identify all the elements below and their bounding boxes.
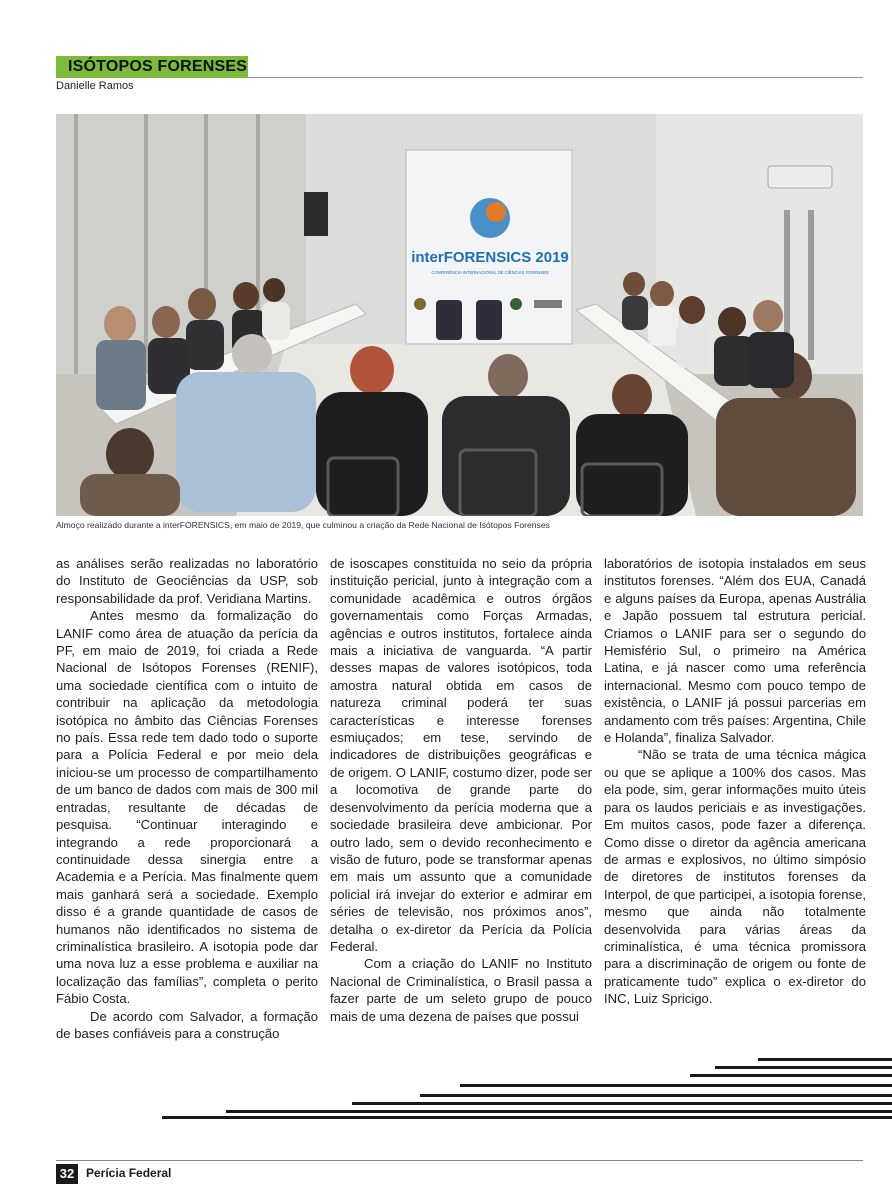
header-rule (248, 77, 863, 78)
section-title: ISÓTOPOS FORENSES (56, 56, 248, 78)
article-column-2 (330, 555, 592, 1025)
decorative-line (690, 1074, 892, 1077)
paragraph: De acordo com Salvador, a formação de bases confiáveis para a construção (56, 1008, 318, 1041)
banner-title: interFORENSICS 2019 (411, 249, 569, 266)
paragraph: laboratórios de isotopia instalados em seus institutos forenses. “Além dos EUA, Canadá e alguns países da Europa, apenas Austrália e Japão possuem tal estrutura pericial. Criamos o LANIF para ser o segundo do Hemisfério Sul, o primeiro na América Latina, e já nascer como uma referência internacional. Mesmo com pouco tempo de existência, o LANIF já possui parcerias em andamento com três países: Argentina, Chile e Holanda”, finaliza Salvador. (604, 556, 866, 746)
page-number: 32 (56, 1164, 78, 1184)
banner-subtitle: CONFERÊNCIA INTERNACIONAL DE CIÊNCIAS FORENSES (431, 270, 549, 275)
article-column-3 (604, 555, 866, 1008)
paragraph: de isoscapes constituída no seio da própria instituição pericial, junto à integração com a comunidade acadêmica e outros órgãos governamentais como Forças Armadas, agências e outros institutos, fortalece ainda mais a iniciativa de vanguarda. “A partir desses mapas de valores isotópicos, toda amostra natural obtida em casos de natureza criminal poderá ter suas características e interesse forenses esmiuçados; em tese, servindo de indicadores de distribuições geográficas e de origem. O LANIF, costumo dizer, pode ser a locomotiva de grande parte do desenvolvimento da perícia moderna que a sociedade brasileira deve ambicionar. Por outro lado, sem o devido reconhecimento e visão de futuro, pode se transformar apenas em mais um assunto que a comunidade policial irá invejar do exterior e admirar em séries de televisão, nos próximos anos”, detalha o ex-diretor da Perícia da Polícia Federal. (330, 556, 592, 954)
footer-rule (56, 1160, 863, 1161)
decorative-line (352, 1102, 892, 1105)
publication-name: Perícia Federal (86, 1166, 172, 1180)
author-name: Danielle Ramos (56, 80, 134, 92)
decorative-line (162, 1116, 892, 1119)
photo-caption: Almoço realizado durante a interFORENSICS, em maio de 2019, que culminou a criação da Rede Nacional de Isótopos Forenses (56, 520, 550, 530)
decorative-line (420, 1094, 892, 1097)
decorative-line (460, 1084, 892, 1087)
decorative-line (226, 1110, 892, 1113)
decorative-line (715, 1066, 892, 1069)
paragraph: Com a criação do LANIF no Instituto Nacional de Criminalística, o Brasil passa a fazer parte de um seleto grupo de pouco mais de uma dezena de países que possui (330, 956, 592, 1024)
paragraph: “Não se trata de uma técnica mágica ou que se aplique a 100% dos casos. Mas ela pode, sim, gerar informações muito úteis para os laudos periciais e as investigações. Em muitos casos, pode fazer a diferença. Como disse o diretor da agência americana de armas e explosivos, no último simpósio de diretores de institutos forenses da Interpol, de que participei, a isotopia forense, mesmo que ainda não totalmente desenvolvida para várias áreas da criminalística, é uma técnica promissora para a discriminação de origem ou fonte de praticamente tudo” explica o ex-diretor do INC, Luiz Spricigo. (604, 747, 866, 1007)
paragraph: as análises serão realizadas no laboratório do Instituto de Geociências da USP, sob responsabilidade da prof. Veridiana Martins. (56, 556, 318, 606)
conference-photo (56, 114, 863, 516)
decorative-line (758, 1058, 892, 1061)
paragraph: Antes mesmo da formalização do LANIF como área de atuação da perícia da PF, em maio de 2019, foi criada a Rede Nacional de Isótopos Forenses (RENIF), uma sociedade científica com o intuito de contribuir na aplicação da metodologia isotópica no âmbito das Ciências Forenses no país. Essa rede tem dado todo o suporte para a Polícia Federal e por meio dela iniciou-se um processo de compartilhamento de um banco de dados com mais de 300 mil entradas, resultante de décadas de pesquisa. “Continuar interagindo e integrando a rede proporcionará a continuidade dessa sinergia entre a Academia e a Perícia. Mas finalmente quem mais ganhará será a sociedade. Exemplo disso é a grande quantidade de casos de humanos não identificados no sistema de criminalística brasileiro. A isotopia pode dar uma nova luz a esse problema e auxiliar na localização das famílias”, completa o perito Fábio Costa. (56, 608, 318, 1007)
article-column-1 (56, 555, 318, 1042)
